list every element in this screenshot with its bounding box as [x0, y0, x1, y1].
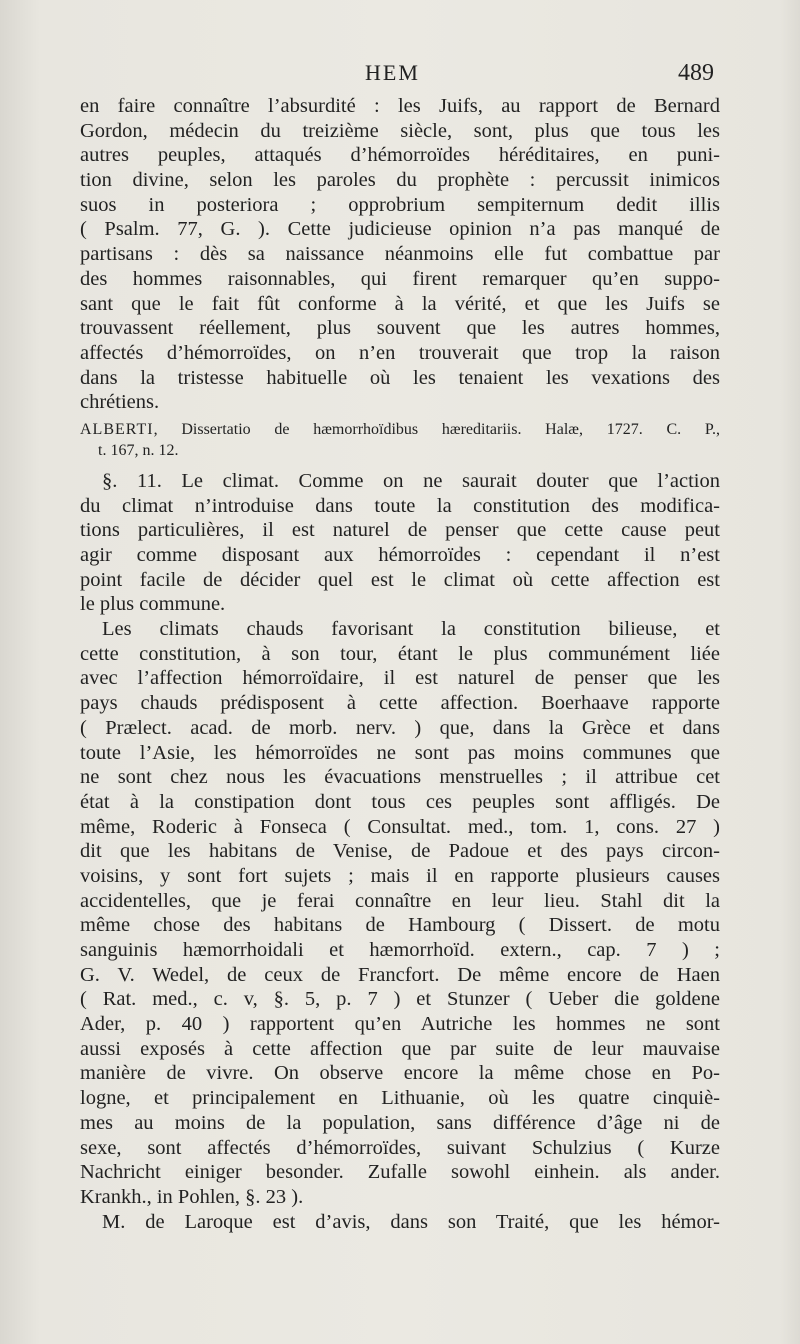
reference-line — [80, 419, 720, 440]
text-line: même, Roderic à Fonseca ( Consultat. med., tom. 1, cons. 27 ) — [80, 815, 720, 838]
text-line: des hommes raisonnables, qui firent remarquer qu’en suppo- — [80, 267, 720, 290]
text-line: suos in posteriora ; opprobrium sempiternum dedit illis — [80, 193, 720, 216]
text-line: tions particulières, il est naturel de penser que cette cause peut — [80, 519, 720, 542]
page-number: 489 — [678, 60, 714, 86]
text-line: état à la constipation dont tous ces peuples sont affligés. De — [80, 790, 720, 813]
text-line: chrétiens. — [80, 391, 160, 414]
text-line: ( Rat. med., c. v, §. 5, p. 7 ) et Stunzer ( Ueber die goldene — [80, 988, 720, 1011]
text-line: même chose des habitans de Hambourg ( Dissert. de motu — [80, 914, 720, 937]
text-line: logne, et principalement en Lithuanie, où les quatre cinquiè- — [80, 1087, 720, 1110]
text-line: trouvassent réellement, plus souvent que les autres hommes, — [80, 317, 720, 340]
text-line: point facile de décider quel est le climat où cette affection est — [80, 568, 720, 591]
body-text — [80, 94, 720, 1234]
text-line: mes au moins de la population, sans différence d’âge ni de — [80, 1111, 720, 1134]
text-line: cette constitution, à son tour, étant le plus communément liée — [80, 642, 720, 665]
paragraph-3 — [80, 617, 720, 1210]
text-line: avec l’affection hémorroïdaire, il est naturel de penser que les — [80, 667, 720, 690]
text-line: autres peuples, attaqués d’hémorroïdes héréditaires, en puni- — [80, 144, 720, 167]
text-line: dit que les habitans de Venise, de Padoue et des pays circon- — [80, 840, 720, 863]
spacer — [80, 461, 720, 469]
reference-note — [80, 419, 720, 461]
text-line: Nachricht einiger besonder. Zufalle sowohl einhein. als ander. — [80, 1161, 720, 1184]
text-line: du climat n’introduise dans toute la constitution des modifica- — [80, 494, 720, 517]
text-line: Gordon, médecin du treizième siècle, sont, plus que tous les — [80, 119, 720, 142]
text-line: Les climats chauds favorisant la constitution bilieuse, et — [102, 618, 720, 641]
paragraph-2 — [80, 469, 720, 617]
text-line: le plus commune. — [80, 593, 226, 616]
text-line: M. de Laroque est d’avis, dans son Traité, que les hémor- — [102, 1210, 720, 1233]
text-line: accidentelles, que je ferai connaître en leur lieu. Stahl dit la — [80, 889, 720, 912]
text-line: sanguinis hæmorrhoidali et hæmorrhoïd. extern., cap. 7 ) ; — [80, 939, 720, 961]
text-line: toute l’Asie, les hémorroïdes ne sont pas moins communes que — [80, 741, 720, 764]
text-line: tion divine, selon les paroles du prophète : percussit inimicos — [80, 169, 720, 192]
text-line: Ader, p. 40 ) rapportent qu’en Autriche les hommes ne sont — [80, 1013, 720, 1036]
text-line: sant que le fait fût conforme à la vérité, et que les Juifs se — [80, 292, 720, 315]
paragraph-4 — [80, 1210, 720, 1235]
text-line: agir comme disposant aux hémorroïdes : cependant il n’est — [80, 544, 720, 566]
text-line: ( Prælect. acad. de morb. nerv. ) que, dans la Grèce et dans — [80, 716, 720, 739]
text-line: ( Psalm. 77, G. ). Cette judicieuse opinion n’a pas manqué de — [80, 218, 720, 241]
reference-line: t. 167, n. 12. — [98, 441, 179, 459]
text-line: ne sont chez nous les évacuations menstruelles ; il attribue cet — [80, 766, 720, 789]
running-head: HEM — [365, 60, 420, 85]
reference-citation: , Dissertatio de hæmorrhoïdibus hæreditariis. Halæ, 1727. C. P., — [153, 420, 720, 438]
text-line: manière de vivre. On observe encore la même chose en Po- — [80, 1062, 720, 1085]
page-header — [0, 60, 800, 94]
text-line: pays chauds prédisposent à cette affection. Boerhaave rapporte — [80, 692, 720, 715]
text-line: Krankh., in Pohlen, §. 23 ). — [80, 1185, 304, 1208]
paragraph-1 — [80, 94, 720, 415]
text-line: dans la tristesse habituelle où les tenaient les vexations des — [80, 366, 720, 389]
text-line: affectés d’hémorroïdes, on n’en trouverait que trop la raison — [80, 341, 720, 364]
text-line: sexe, sont affectés d’hémorroïdes, suivant Schulzius ( Kurze — [80, 1136, 720, 1159]
text-line: §. 11. Le climat. Comme on ne saurait douter que l’action — [102, 469, 720, 492]
reference-author: ALBERTI — [80, 420, 154, 438]
text-line: G. V. Wedel, de ceux de Francfort. De même encore de Haen — [80, 963, 720, 986]
text-line: aussi exposés à cette affection que par suite de leur mauvaise — [80, 1037, 720, 1060]
text-line: partisans : dès sa naissance néanmoins elle fut combattue par — [80, 243, 720, 266]
text-line: en faire connaître l’absurdité : les Juifs, au rapport de Bernard — [80, 95, 720, 117]
text-line: voisins, y sont fort sujets ; mais il en rapporte plusieurs causes — [80, 864, 720, 887]
